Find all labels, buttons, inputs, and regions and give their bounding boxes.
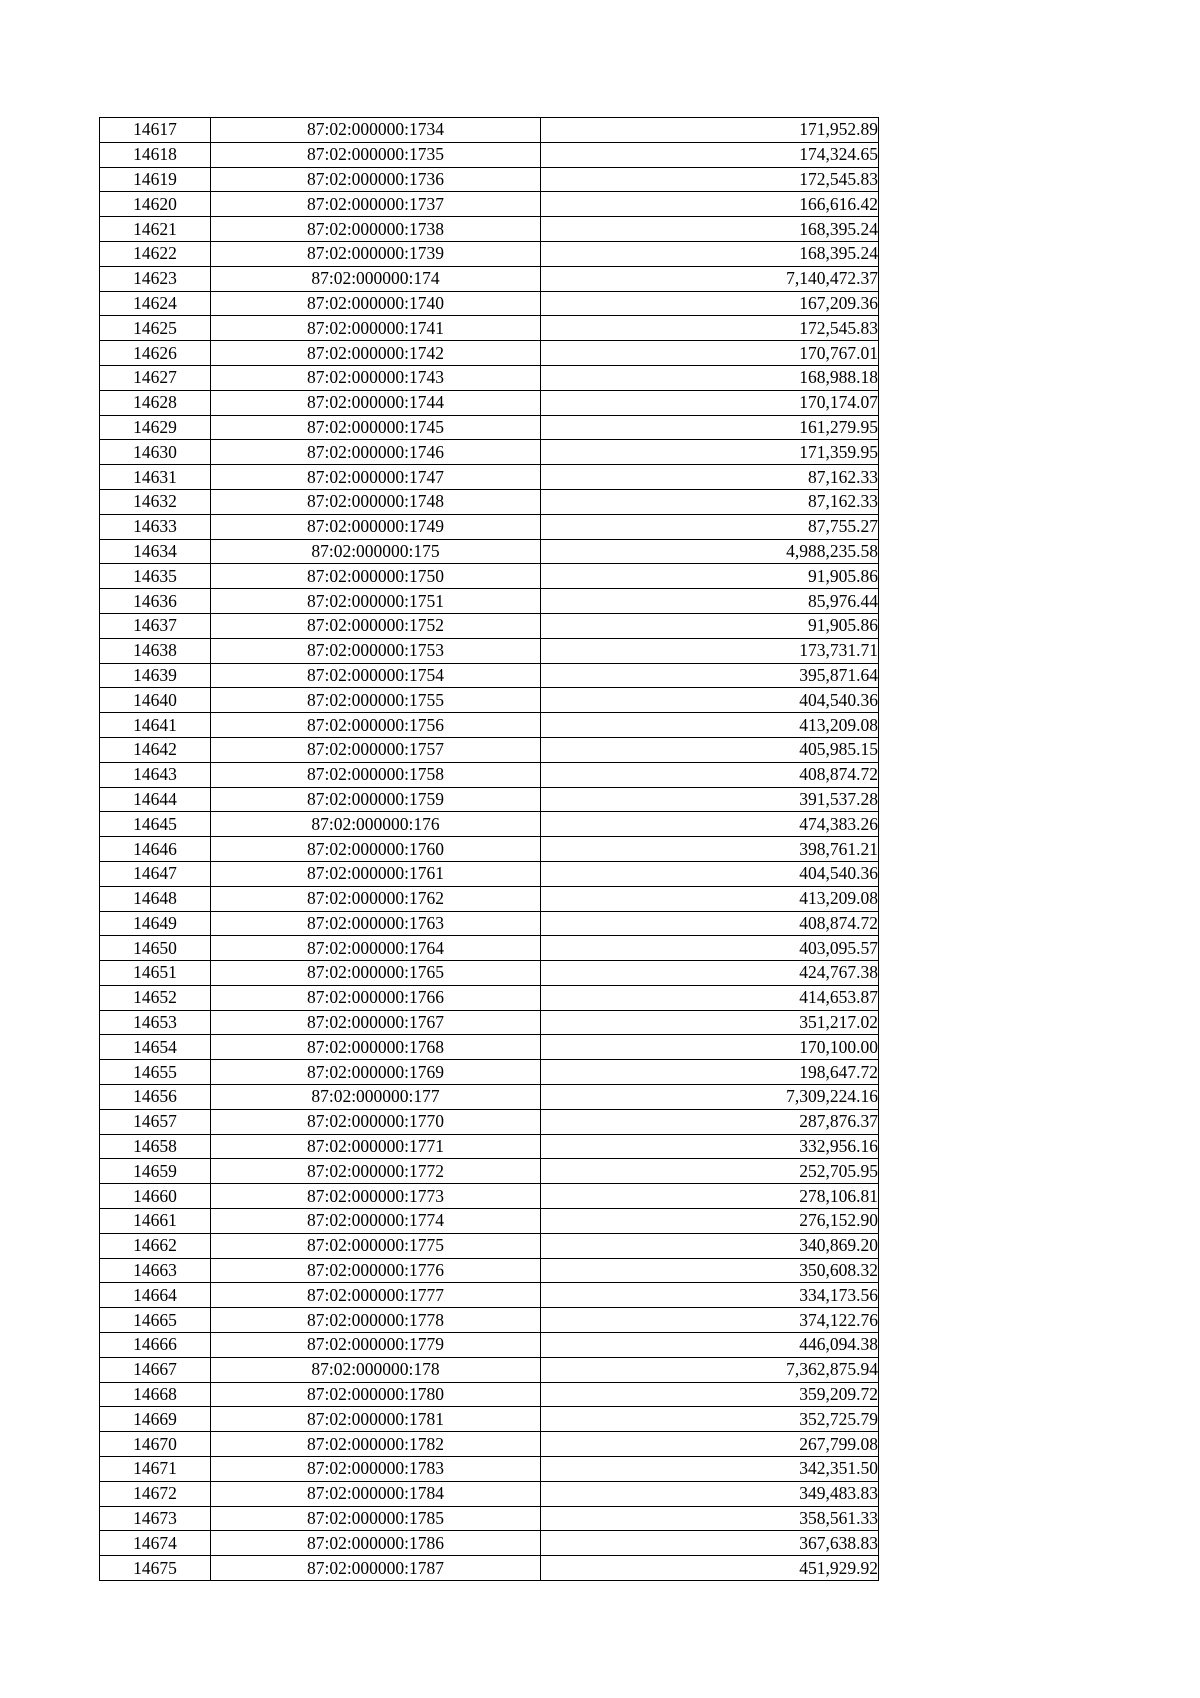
value-cell: 174,324.65 bbox=[541, 142, 879, 167]
row-number-cell: 14631 bbox=[100, 465, 211, 490]
cadastral-number-cell: 87:02:000000:175 bbox=[211, 539, 541, 564]
table-row bbox=[100, 812, 879, 837]
cadastral-number-cell: 87:02:000000:1737 bbox=[211, 192, 541, 217]
table-row bbox=[100, 961, 879, 986]
value-cell: 424,767.38 bbox=[541, 961, 879, 986]
row-number-cell: 14658 bbox=[100, 1134, 211, 1159]
cadastral-number-cell: 87:02:000000:1740 bbox=[211, 291, 541, 316]
cadastral-number-cell: 87:02:000000:1761 bbox=[211, 861, 541, 886]
row-number-cell: 14625 bbox=[100, 316, 211, 341]
cadastral-number-cell: 87:02:000000:1734 bbox=[211, 118, 541, 143]
table-row bbox=[100, 1159, 879, 1184]
table-row bbox=[100, 861, 879, 886]
cadastral-number-cell: 87:02:000000:1749 bbox=[211, 514, 541, 539]
table-row bbox=[100, 1481, 879, 1506]
value-cell: 170,767.01 bbox=[541, 341, 879, 366]
cadastral-number-cell: 87:02:000000:177 bbox=[211, 1085, 541, 1110]
value-cell: 404,540.36 bbox=[541, 861, 879, 886]
value-cell: 166,616.42 bbox=[541, 192, 879, 217]
value-cell: 349,483.83 bbox=[541, 1481, 879, 1506]
row-number-cell: 14619 bbox=[100, 167, 211, 192]
cadastral-number-cell: 87:02:000000:1748 bbox=[211, 489, 541, 514]
row-number-cell: 14673 bbox=[100, 1506, 211, 1531]
cadastral-number-cell: 87:02:000000:1754 bbox=[211, 663, 541, 688]
cadastral-number-cell: 87:02:000000:1738 bbox=[211, 217, 541, 242]
cadastral-number-cell: 87:02:000000:1779 bbox=[211, 1333, 541, 1358]
cadastral-number-cell: 87:02:000000:1776 bbox=[211, 1258, 541, 1283]
value-cell: 267,799.08 bbox=[541, 1432, 879, 1457]
table-row bbox=[100, 1506, 879, 1531]
row-number-cell: 14653 bbox=[100, 1010, 211, 1035]
table-row bbox=[100, 489, 879, 514]
value-cell: 168,395.24 bbox=[541, 241, 879, 266]
cadastral-number-cell: 87:02:000000:1780 bbox=[211, 1382, 541, 1407]
value-cell: 170,174.07 bbox=[541, 390, 879, 415]
cadastral-number-cell: 87:02:000000:1762 bbox=[211, 886, 541, 911]
value-cell: 350,608.32 bbox=[541, 1258, 879, 1283]
table-row bbox=[100, 737, 879, 762]
table-row bbox=[100, 1531, 879, 1556]
table-row bbox=[100, 1233, 879, 1258]
row-number-cell: 14647 bbox=[100, 861, 211, 886]
row-number-cell: 14657 bbox=[100, 1109, 211, 1134]
row-number-cell: 14617 bbox=[100, 118, 211, 143]
value-cell: 7,309,224.16 bbox=[541, 1085, 879, 1110]
row-number-cell: 14666 bbox=[100, 1333, 211, 1358]
value-cell: 398,761.21 bbox=[541, 837, 879, 862]
row-number-cell: 14672 bbox=[100, 1481, 211, 1506]
row-number-cell: 14648 bbox=[100, 886, 211, 911]
table-row bbox=[100, 638, 879, 663]
row-number-cell: 14662 bbox=[100, 1233, 211, 1258]
table-row bbox=[100, 837, 879, 862]
cadastral-number-cell: 87:02:000000:1750 bbox=[211, 564, 541, 589]
cadastral-number-cell: 87:02:000000:1760 bbox=[211, 837, 541, 862]
value-cell: 276,152.90 bbox=[541, 1209, 879, 1234]
table-row bbox=[100, 1035, 879, 1060]
table-row bbox=[100, 589, 879, 614]
row-number-cell: 14661 bbox=[100, 1209, 211, 1234]
cadastral-number-cell: 87:02:000000:1777 bbox=[211, 1283, 541, 1308]
row-number-cell: 14668 bbox=[100, 1382, 211, 1407]
value-cell: 404,540.36 bbox=[541, 688, 879, 713]
cadastral-number-cell: 87:02:000000:1781 bbox=[211, 1407, 541, 1432]
table-row bbox=[100, 118, 879, 143]
table-row bbox=[100, 167, 879, 192]
value-cell: 451,929.92 bbox=[541, 1556, 879, 1581]
cadastral-number-cell: 87:02:000000:174 bbox=[211, 266, 541, 291]
value-cell: 408,874.72 bbox=[541, 911, 879, 936]
value-cell: 91,905.86 bbox=[541, 613, 879, 638]
value-cell: 403,095.57 bbox=[541, 936, 879, 961]
value-cell: 87,162.33 bbox=[541, 489, 879, 514]
row-number-cell: 14636 bbox=[100, 589, 211, 614]
value-cell: 87,755.27 bbox=[541, 514, 879, 539]
value-cell: 287,876.37 bbox=[541, 1109, 879, 1134]
table-row bbox=[100, 1060, 879, 1085]
cadastral-number-cell: 87:02:000000:1745 bbox=[211, 415, 541, 440]
table-row bbox=[100, 1085, 879, 1110]
table-row bbox=[100, 514, 879, 539]
table-row bbox=[100, 1258, 879, 1283]
value-cell: 408,874.72 bbox=[541, 762, 879, 787]
row-number-cell: 14632 bbox=[100, 489, 211, 514]
value-cell: 87,162.33 bbox=[541, 465, 879, 490]
cadastral-number-cell: 87:02:000000:1778 bbox=[211, 1308, 541, 1333]
cadastral-number-cell: 87:02:000000:1755 bbox=[211, 688, 541, 713]
table-row bbox=[100, 365, 879, 390]
row-number-cell: 14621 bbox=[100, 217, 211, 242]
value-cell: 340,869.20 bbox=[541, 1233, 879, 1258]
cadastral-number-cell: 87:02:000000:1757 bbox=[211, 737, 541, 762]
cadastral-number-cell: 87:02:000000:1753 bbox=[211, 638, 541, 663]
value-cell: 167,209.36 bbox=[541, 291, 879, 316]
table-row bbox=[100, 415, 879, 440]
table-row bbox=[100, 1283, 879, 1308]
row-number-cell: 14674 bbox=[100, 1531, 211, 1556]
cadastral-number-cell: 87:02:000000:1774 bbox=[211, 1209, 541, 1234]
table-row bbox=[100, 762, 879, 787]
table-row bbox=[100, 1556, 879, 1581]
value-cell: 171,359.95 bbox=[541, 440, 879, 465]
row-number-cell: 14618 bbox=[100, 142, 211, 167]
table-row bbox=[100, 985, 879, 1010]
cadastral-number-cell: 87:02:000000:1747 bbox=[211, 465, 541, 490]
table-body bbox=[100, 118, 879, 1581]
row-number-cell: 14635 bbox=[100, 564, 211, 589]
table-row bbox=[100, 886, 879, 911]
cadastral-number-cell: 87:02:000000:1766 bbox=[211, 985, 541, 1010]
value-cell: 405,985.15 bbox=[541, 737, 879, 762]
value-cell: 168,395.24 bbox=[541, 217, 879, 242]
row-number-cell: 14663 bbox=[100, 1258, 211, 1283]
row-number-cell: 14651 bbox=[100, 961, 211, 986]
cadastral-value-table bbox=[99, 117, 879, 1581]
cadastral-number-cell: 87:02:000000:1739 bbox=[211, 241, 541, 266]
value-cell: 85,976.44 bbox=[541, 589, 879, 614]
row-number-cell: 14646 bbox=[100, 837, 211, 862]
table-row bbox=[100, 465, 879, 490]
row-number-cell: 14638 bbox=[100, 638, 211, 663]
table-row bbox=[100, 713, 879, 738]
value-cell: 352,725.79 bbox=[541, 1407, 879, 1432]
row-number-cell: 14622 bbox=[100, 241, 211, 266]
value-cell: 252,705.95 bbox=[541, 1159, 879, 1184]
cadastral-number-cell: 87:02:000000:1786 bbox=[211, 1531, 541, 1556]
cadastral-number-cell: 87:02:000000:1742 bbox=[211, 341, 541, 366]
cadastral-number-cell: 87:02:000000:1764 bbox=[211, 936, 541, 961]
row-number-cell: 14652 bbox=[100, 985, 211, 1010]
table-row bbox=[100, 341, 879, 366]
value-cell: 170,100.00 bbox=[541, 1035, 879, 1060]
value-cell: 367,638.83 bbox=[541, 1531, 879, 1556]
row-number-cell: 14630 bbox=[100, 440, 211, 465]
row-number-cell: 14637 bbox=[100, 613, 211, 638]
row-number-cell: 14643 bbox=[100, 762, 211, 787]
value-cell: 168,988.18 bbox=[541, 365, 879, 390]
cadastral-number-cell: 87:02:000000:1746 bbox=[211, 440, 541, 465]
cadastral-number-cell: 87:02:000000:1769 bbox=[211, 1060, 541, 1085]
table-row bbox=[100, 1457, 879, 1482]
table-row bbox=[100, 1308, 879, 1333]
table-row bbox=[100, 936, 879, 961]
value-cell: 332,956.16 bbox=[541, 1134, 879, 1159]
table-row bbox=[100, 217, 879, 242]
table-row bbox=[100, 1109, 879, 1134]
row-number-cell: 14650 bbox=[100, 936, 211, 961]
cadastral-number-cell: 87:02:000000:1785 bbox=[211, 1506, 541, 1531]
cadastral-number-cell: 87:02:000000:1768 bbox=[211, 1035, 541, 1060]
row-number-cell: 14670 bbox=[100, 1432, 211, 1457]
cadastral-number-cell: 87:02:000000:1783 bbox=[211, 1457, 541, 1482]
value-cell: 334,173.56 bbox=[541, 1283, 879, 1308]
cadastral-number-cell: 87:02:000000:1744 bbox=[211, 390, 541, 415]
cadastral-number-cell: 87:02:000000:1772 bbox=[211, 1159, 541, 1184]
row-number-cell: 14626 bbox=[100, 341, 211, 366]
row-number-cell: 14654 bbox=[100, 1035, 211, 1060]
row-number-cell: 14665 bbox=[100, 1308, 211, 1333]
row-number-cell: 14644 bbox=[100, 787, 211, 812]
value-cell: 359,209.72 bbox=[541, 1382, 879, 1407]
table-row bbox=[100, 1010, 879, 1035]
table-row bbox=[100, 1382, 879, 1407]
value-cell: 395,871.64 bbox=[541, 663, 879, 688]
row-number-cell: 14664 bbox=[100, 1283, 211, 1308]
table-row bbox=[100, 241, 879, 266]
value-cell: 374,122.76 bbox=[541, 1308, 879, 1333]
table-row bbox=[100, 266, 879, 291]
value-cell: 358,561.33 bbox=[541, 1506, 879, 1531]
table-row bbox=[100, 613, 879, 638]
cadastral-number-cell: 87:02:000000:1741 bbox=[211, 316, 541, 341]
table-row bbox=[100, 192, 879, 217]
row-number-cell: 14634 bbox=[100, 539, 211, 564]
cadastral-number-cell: 87:02:000000:1759 bbox=[211, 787, 541, 812]
row-number-cell: 14620 bbox=[100, 192, 211, 217]
table-row bbox=[100, 440, 879, 465]
cadastral-number-cell: 87:02:000000:1763 bbox=[211, 911, 541, 936]
row-number-cell: 14629 bbox=[100, 415, 211, 440]
row-number-cell: 14656 bbox=[100, 1085, 211, 1110]
row-number-cell: 14659 bbox=[100, 1159, 211, 1184]
row-number-cell: 14623 bbox=[100, 266, 211, 291]
cadastral-number-cell: 87:02:000000:176 bbox=[211, 812, 541, 837]
value-cell: 413,209.08 bbox=[541, 713, 879, 738]
value-cell: 7,362,875.94 bbox=[541, 1357, 879, 1382]
cadastral-number-cell: 87:02:000000:1771 bbox=[211, 1134, 541, 1159]
row-number-cell: 14655 bbox=[100, 1060, 211, 1085]
row-number-cell: 14669 bbox=[100, 1407, 211, 1432]
table-row bbox=[100, 390, 879, 415]
table-row bbox=[100, 1333, 879, 1358]
table-row bbox=[100, 539, 879, 564]
row-number-cell: 14660 bbox=[100, 1184, 211, 1209]
value-cell: 342,351.50 bbox=[541, 1457, 879, 1482]
value-cell: 172,545.83 bbox=[541, 316, 879, 341]
cadastral-number-cell: 87:02:000000:1752 bbox=[211, 613, 541, 638]
value-cell: 414,653.87 bbox=[541, 985, 879, 1010]
row-number-cell: 14642 bbox=[100, 737, 211, 762]
value-cell: 173,731.71 bbox=[541, 638, 879, 663]
row-number-cell: 14633 bbox=[100, 514, 211, 539]
table-row bbox=[100, 316, 879, 341]
row-number-cell: 14649 bbox=[100, 911, 211, 936]
row-number-cell: 14667 bbox=[100, 1357, 211, 1382]
row-number-cell: 14624 bbox=[100, 291, 211, 316]
value-cell: 7,140,472.37 bbox=[541, 266, 879, 291]
value-cell: 91,905.86 bbox=[541, 564, 879, 589]
table-row bbox=[100, 911, 879, 936]
cadastral-number-cell: 87:02:000000:1773 bbox=[211, 1184, 541, 1209]
row-number-cell: 14628 bbox=[100, 390, 211, 415]
value-cell: 278,106.81 bbox=[541, 1184, 879, 1209]
table-row bbox=[100, 564, 879, 589]
cadastral-number-cell: 87:02:000000:1743 bbox=[211, 365, 541, 390]
table-row bbox=[100, 1407, 879, 1432]
cadastral-number-cell: 87:02:000000:1751 bbox=[211, 589, 541, 614]
row-number-cell: 14671 bbox=[100, 1457, 211, 1482]
table-row bbox=[100, 142, 879, 167]
cadastral-number-cell: 87:02:000000:1765 bbox=[211, 961, 541, 986]
cadastral-number-cell: 87:02:000000:1787 bbox=[211, 1556, 541, 1581]
value-cell: 161,279.95 bbox=[541, 415, 879, 440]
value-cell: 446,094.38 bbox=[541, 1333, 879, 1358]
row-number-cell: 14675 bbox=[100, 1556, 211, 1581]
row-number-cell: 14627 bbox=[100, 365, 211, 390]
value-cell: 391,537.28 bbox=[541, 787, 879, 812]
table-row bbox=[100, 1134, 879, 1159]
cadastral-number-cell: 87:02:000000:1736 bbox=[211, 167, 541, 192]
cadastral-number-cell: 87:02:000000:1770 bbox=[211, 1109, 541, 1134]
cadastral-number-cell: 87:02:000000:1767 bbox=[211, 1010, 541, 1035]
row-number-cell: 14641 bbox=[100, 713, 211, 738]
row-number-cell: 14640 bbox=[100, 688, 211, 713]
table-row bbox=[100, 663, 879, 688]
cadastral-number-cell: 87:02:000000:1756 bbox=[211, 713, 541, 738]
table-row bbox=[100, 1209, 879, 1234]
table-row bbox=[100, 1432, 879, 1457]
table-row bbox=[100, 291, 879, 316]
value-cell: 198,647.72 bbox=[541, 1060, 879, 1085]
cadastral-number-cell: 87:02:000000:1735 bbox=[211, 142, 541, 167]
table-row bbox=[100, 1184, 879, 1209]
cadastral-number-cell: 87:02:000000:178 bbox=[211, 1357, 541, 1382]
cadastral-number-cell: 87:02:000000:1775 bbox=[211, 1233, 541, 1258]
value-cell: 171,952.89 bbox=[541, 118, 879, 143]
cadastral-number-cell: 87:02:000000:1784 bbox=[211, 1481, 541, 1506]
value-cell: 351,217.02 bbox=[541, 1010, 879, 1035]
cadastral-number-cell: 87:02:000000:1758 bbox=[211, 762, 541, 787]
table-row bbox=[100, 688, 879, 713]
table-row bbox=[100, 787, 879, 812]
value-cell: 413,209.08 bbox=[541, 886, 879, 911]
row-number-cell: 14639 bbox=[100, 663, 211, 688]
row-number-cell: 14645 bbox=[100, 812, 211, 837]
value-cell: 172,545.83 bbox=[541, 167, 879, 192]
cadastral-number-cell: 87:02:000000:1782 bbox=[211, 1432, 541, 1457]
value-cell: 474,383.26 bbox=[541, 812, 879, 837]
table-row bbox=[100, 1357, 879, 1382]
value-cell: 4,988,235.58 bbox=[541, 539, 879, 564]
